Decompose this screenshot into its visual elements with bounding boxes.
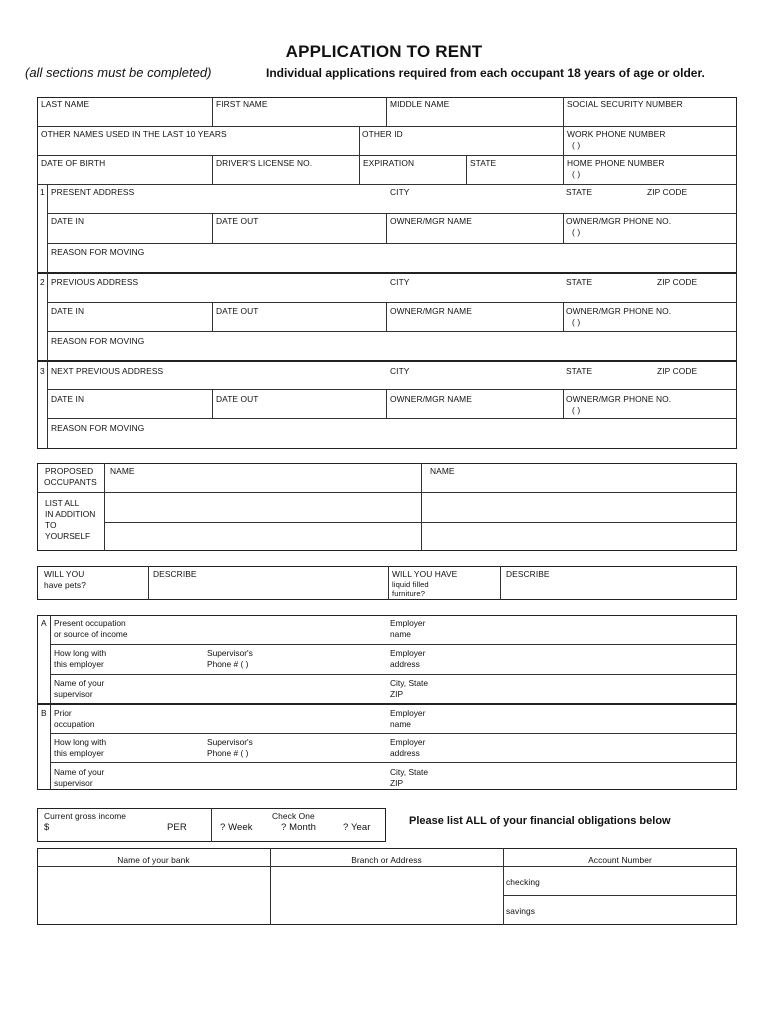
supervisor-b-phone-field[interactable]: Phone # ( ) — [207, 748, 249, 758]
yourself-label: YOURSELF — [45, 531, 91, 541]
source-of-income-label: or source of income — [54, 629, 128, 639]
address-1-number: 1 — [40, 187, 45, 197]
income-dollar-field[interactable]: $ — [44, 822, 50, 833]
address-1-reason-field[interactable]: REASON FOR MOVING — [51, 247, 145, 257]
financial-obligations-heading: Please list ALL of your financial obligations below — [409, 815, 671, 827]
supervisor-a-name-field[interactable]: Name of your — [54, 678, 105, 688]
address-2-owner-phone-paren: ( ) — [572, 317, 581, 327]
work-phone-field[interactable]: WORK PHONE NUMBER — [567, 129, 666, 139]
liquid-will-you-label: WILL YOU HAVE — [392, 569, 458, 579]
expiration-field[interactable]: EXPIRATION — [363, 158, 415, 168]
occupant-name-right[interactable]: NAME — [430, 466, 455, 476]
address-2-city-field[interactable]: CITY — [390, 277, 410, 287]
next-previous-address-field[interactable]: NEXT PREVIOUS ADDRESS — [51, 366, 164, 376]
prior-occupation-label: occupation — [54, 719, 95, 729]
first-name-field[interactable]: FIRST NAME — [216, 99, 268, 109]
prior-occupation-field[interactable]: Prior — [54, 708, 72, 718]
address-1-owner-phone-field[interactable]: OWNER/MGR PHONE NO. — [566, 216, 672, 226]
pets-describe-field[interactable]: DESCRIBE — [153, 569, 197, 579]
employer-b-name-label: name — [390, 719, 411, 729]
employer-b-name-field[interactable]: Employer — [390, 708, 426, 718]
supervisor-b-label: Supervisor's — [207, 737, 253, 747]
employer-b-zip-label: ZIP — [390, 778, 404, 788]
address-3-date-in-field[interactable]: DATE IN — [51, 394, 85, 404]
dob-field[interactable]: DATE OF BIRTH — [41, 158, 106, 168]
employer-a-name-label: name — [390, 629, 411, 639]
address-3-reason-field[interactable]: REASON FOR MOVING — [51, 423, 145, 433]
furniture-describe-field[interactable]: DESCRIBE — [506, 569, 550, 579]
supervisor-a-label: Supervisor's — [207, 648, 253, 658]
will-you-label: WILL YOU — [44, 569, 85, 579]
employer-a-name-field[interactable]: Employer — [390, 618, 426, 628]
savings-account-field[interactable]: savings — [506, 906, 536, 916]
furniture-label: furniture? — [392, 589, 426, 598]
employer-b-address-field[interactable]: Employer — [390, 737, 426, 747]
checking-account-field[interactable]: checking — [506, 877, 540, 887]
occupant-name-left[interactable]: NAME — [110, 466, 135, 476]
address-1-city-field[interactable]: CITY — [390, 187, 410, 197]
occupants-label: OCCUPANTS — [44, 477, 97, 487]
previous-address-field[interactable]: PREVIOUS ADDRESS — [51, 277, 139, 287]
state-field[interactable]: STATE — [470, 158, 497, 168]
page-title: APPLICATION TO RENT — [285, 42, 483, 61]
bank-branch-header: Branch or Address — [351, 855, 422, 865]
employer-a-city-field[interactable]: City, State — [390, 678, 429, 688]
subtitle-right: Individual applications required from each occupant 18 years of age or older. — [266, 66, 705, 80]
home-phone-paren: ( ) — [572, 169, 581, 179]
home-phone-field[interactable]: HOME PHONE NUMBER — [567, 158, 665, 168]
other-id-field[interactable]: OTHER ID — [362, 129, 403, 139]
employment-b-letter: B — [41, 708, 47, 718]
license-field[interactable]: DRIVER'S LICENSE NO. — [216, 158, 313, 168]
middle-name-field[interactable]: MIDDLE NAME — [390, 99, 450, 109]
address-2-state-field[interactable]: STATE — [566, 277, 593, 287]
address-2-reason-field[interactable]: REASON FOR MOVING — [51, 336, 145, 346]
pets-section — [37, 566, 737, 600]
address-3-number: 3 — [40, 366, 45, 376]
address-1-owner-field[interactable]: OWNER/MGR NAME — [390, 216, 472, 226]
check-one-label: Check One — [272, 811, 315, 821]
address-2-owner-field[interactable]: OWNER/MGR NAME — [390, 306, 472, 316]
address-2-zip-field[interactable]: ZIP CODE — [657, 277, 698, 287]
how-long-b-label: this employer — [54, 748, 104, 758]
address-1-date-out-field[interactable]: DATE OUT — [216, 216, 259, 226]
in-addition-label: IN ADDITION — [45, 509, 96, 519]
employer-a-address-field[interactable]: Employer — [390, 648, 426, 658]
address-1-state-field[interactable]: STATE — [566, 187, 593, 197]
address-1-zip-field[interactable]: ZIP CODE — [647, 187, 688, 197]
address-2-owner-phone-field[interactable]: OWNER/MGR PHONE NO. — [566, 306, 672, 316]
to-label: TO — [45, 520, 57, 530]
occupants-section — [37, 463, 737, 551]
how-long-a-label: this employer — [54, 659, 104, 669]
bank-name-header: Name of your bank — [117, 855, 190, 865]
supervisor-b-name-label: supervisor — [54, 778, 93, 788]
supervisor-a-phone-field[interactable]: Phone # ( ) — [207, 659, 249, 669]
list-all-label: LIST ALL — [45, 498, 80, 508]
address-3-state-field[interactable]: STATE — [566, 366, 593, 376]
employment-a-letter: A — [41, 618, 47, 628]
subtitle-left: (all sections must be completed) — [25, 65, 212, 80]
address-3-date-out-field[interactable]: DATE OUT — [216, 394, 259, 404]
address-1-owner-phone-paren: ( ) — [572, 227, 581, 237]
supervisor-b-name-field[interactable]: Name of your — [54, 767, 105, 777]
proposed-label: PROPOSED — [45, 466, 94, 476]
present-occupation-field[interactable]: Present occupation — [54, 618, 126, 628]
income-per-label: PER — [167, 822, 187, 833]
address-3-city-field[interactable]: CITY — [390, 366, 410, 376]
ssn-field[interactable]: SOCIAL SECURITY NUMBER — [567, 99, 683, 109]
work-phone-paren: ( ) — [572, 140, 581, 150]
employer-b-city-field[interactable]: City, State — [390, 767, 429, 777]
account-number-header: Account Number — [588, 855, 652, 865]
address-3-zip-field[interactable]: ZIP CODE — [657, 366, 698, 376]
liquid-filled-label: liquid filled — [392, 580, 429, 589]
have-pets-label: have pets? — [44, 580, 86, 590]
per-week-checkbox[interactable]: ? Week — [220, 822, 253, 833]
address-1-date-in-field[interactable]: DATE IN — [51, 216, 85, 226]
other-names-field[interactable]: OTHER NAMES USED IN THE LAST 10 YEARS — [41, 129, 227, 139]
present-address-field[interactable]: PRESENT ADDRESS — [51, 187, 135, 197]
employer-b-address-label: address — [390, 748, 420, 758]
address-3-owner-phone-field[interactable]: OWNER/MGR PHONE NO. — [566, 394, 672, 404]
per-year-checkbox[interactable]: ? Year — [343, 822, 371, 833]
address-2-date-out-field[interactable]: DATE OUT — [216, 306, 259, 316]
employer-a-address-label: address — [390, 659, 420, 669]
how-long-a-field[interactable]: How long with — [54, 648, 107, 658]
address-3-owner-phone-paren: ( ) — [572, 405, 581, 415]
supervisor-a-name-label: supervisor — [54, 689, 93, 699]
gross-income-label: Current gross income — [44, 811, 127, 821]
address-2-number: 2 — [40, 277, 45, 287]
last-name-field[interactable]: LAST NAME — [41, 99, 90, 109]
employer-a-zip-label: ZIP — [390, 689, 404, 699]
how-long-b-field[interactable]: How long with — [54, 737, 107, 747]
per-month-checkbox[interactable]: ? Month — [281, 822, 317, 833]
address-2-date-in-field[interactable]: DATE IN — [51, 306, 85, 316]
address-3-owner-field[interactable]: OWNER/MGR NAME — [390, 394, 472, 404]
